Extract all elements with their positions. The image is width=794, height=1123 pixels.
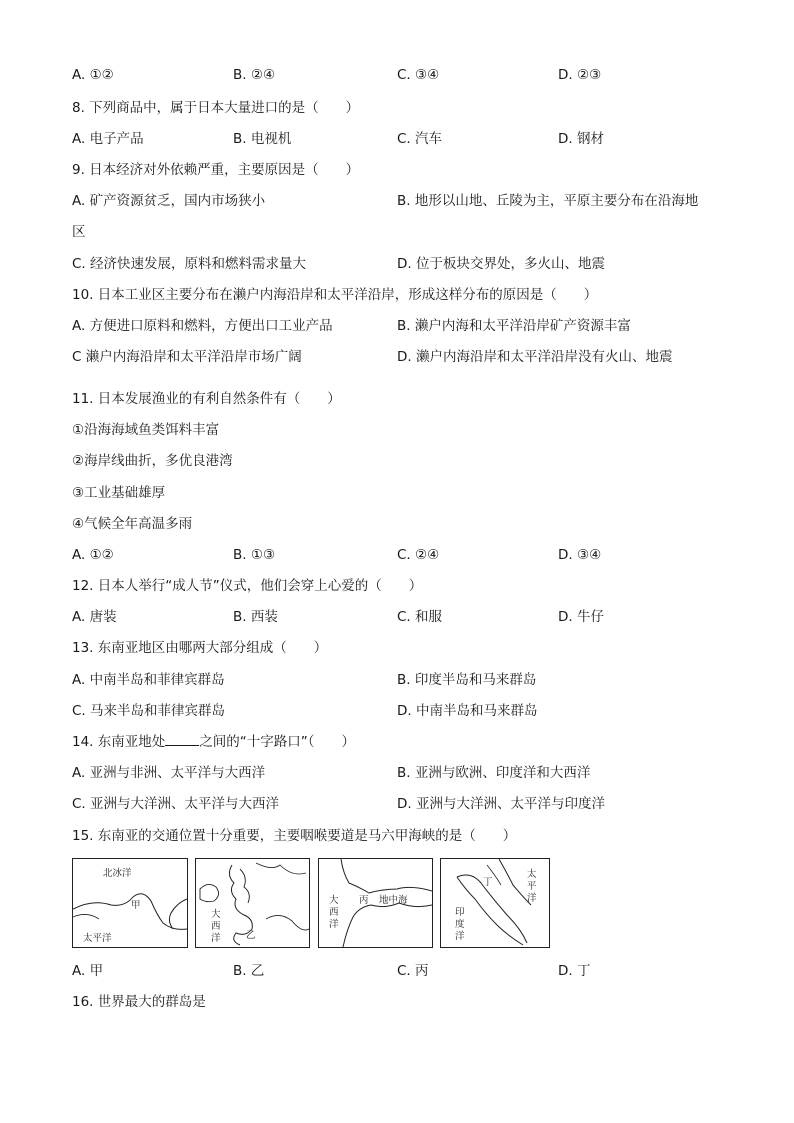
q13-option-a: A. 中南半岛和菲律宾群岛	[72, 672, 225, 688]
map-ding-label-ping: 平	[527, 881, 537, 892]
map-jia-label-arctic: 北冰洋	[103, 868, 132, 879]
q10-option-d: D. 濑户内海沿岸和太平洋沿岸没有火山、地震	[397, 349, 673, 365]
q12-option-b: B. 西装	[233, 609, 278, 625]
q8-option-d: D. 钢材	[558, 131, 604, 147]
q8-option-a: A. 电子产品	[72, 131, 144, 147]
q11-option-a: A. ①②	[72, 547, 114, 563]
q10-stem: 10. 日本工业区主要分布在濑户内海沿岸和太平洋沿岸，形成这样分布的原因是（ ）	[72, 287, 598, 303]
q11-statement-2: ②海岸线曲折，多优良港湾	[72, 453, 233, 469]
q10-option-c: C 濑户内海沿岸和太平洋沿岸市场广阔	[72, 349, 302, 365]
map-jia-label-jia: 甲	[131, 900, 141, 911]
q14-option-c: C. 亚洲与大洋洲、太平洋与大西洋	[72, 796, 280, 812]
q15-option-b: B. 乙	[233, 963, 265, 979]
q13-option-b: B. 印度半岛和马来群岛	[397, 672, 537, 688]
q12-option-d: D. 牛仔	[558, 609, 604, 625]
map-ding-label-yin: 印	[455, 907, 465, 918]
map-yi	[195, 858, 310, 948]
map-ding-label-ding: 丁	[483, 877, 493, 888]
q12-option-c: C. 和服	[397, 609, 443, 625]
q7-option-c: C. ③④	[397, 67, 440, 83]
map-jia	[72, 858, 188, 948]
q9-option-c: C. 经济快速发展，原料和燃料需求量大	[72, 256, 307, 272]
map-bing-label-mediterranean: 地中海	[379, 895, 408, 906]
map-ding-label-yang2: 洋	[455, 931, 465, 942]
q8-option-c: C. 汽车	[397, 131, 443, 147]
q14-option-b: B. 亚洲与欧洲、印度洋和大西洋	[397, 765, 591, 781]
map-bing-label-da: 大	[329, 895, 339, 906]
q7-option-d: D. ②③	[558, 67, 602, 83]
q13-stem: 13. 东南亚地区由哪两大部分组成（ ）	[72, 640, 328, 656]
map-ding-label-tai: 太	[527, 869, 537, 880]
q13-option-d: D. 中南半岛和马来群岛	[397, 703, 538, 719]
map-yi-label-yi: 乙	[246, 930, 256, 941]
map-yi-label-xi: 西	[211, 921, 221, 932]
map-yi-label-yang: 洋	[211, 933, 221, 944]
q9-option-a: A. 矿产资源贫乏，国内市场狭小	[72, 193, 266, 209]
map-bing	[318, 858, 433, 948]
q11-statement-1: ①沿海海域鱼类饵料丰富	[72, 422, 220, 438]
map-bing-label-bing: 丙	[359, 895, 369, 906]
q14-blank	[165, 733, 199, 746]
map-jia-label-pacific: 太平洋	[83, 933, 112, 944]
q15-option-a: A. 甲	[72, 963, 104, 979]
q15-stem: 15. 东南亚的交通位置十分重要，主要咽喉要道是马六甲海峡的是（ ）	[72, 828, 517, 844]
q11-statement-4: ④气候全年高温多雨	[72, 516, 193, 532]
q15-option-c: C. 丙	[397, 963, 429, 979]
q8-option-b: B. 电视机	[233, 131, 292, 147]
q11-option-b: B. ①③	[233, 547, 276, 563]
q11-option-d: D. ③④	[558, 547, 602, 563]
q14-option-d: D. 亚洲与大洋洲、太平洋与印度洋	[397, 796, 605, 812]
map-ding-label-yang: 洋	[527, 893, 537, 904]
map-ding-label-du: 度	[455, 919, 465, 930]
q7-option-a: A. ①②	[72, 67, 114, 83]
q14-option-a: A. 亚洲与非洲、太平洋与大西洋	[72, 765, 266, 781]
map-bing-label-yang: 洋	[329, 919, 339, 930]
q11-option-c: C. ②④	[397, 547, 440, 563]
map-bing-label-xi: 西	[329, 907, 339, 918]
q8-stem: 8. 下列商品中，属于日本大量进口的是（ ）	[72, 100, 360, 116]
q9-option-d: D. 位于板块交界处，多火山、地震	[397, 256, 605, 272]
q9-option-b: B. 地形以山地、丘陵为主，平原主要分布在沿海地	[397, 193, 699, 209]
q10-option-b: B. 濑户内海和太平洋沿岸矿产资源丰富	[397, 318, 631, 334]
q11-stem: 11. 日本发展渔业的有利自然条件有（ ）	[72, 391, 341, 407]
q7-option-b: B. ②④	[233, 67, 276, 83]
q14-stem	[72, 733, 355, 751]
q9-option-b-continued: 区	[72, 224, 86, 240]
map-ding	[440, 858, 550, 948]
q11-statement-3: ③工业基础雄厚	[72, 485, 166, 501]
q14-stem-after: 之间的“十字路口”（ ）	[199, 734, 356, 750]
q14-stem-before: 14. 东南亚地处	[72, 734, 166, 750]
q13-option-c: C. 马来半岛和菲律宾群岛	[72, 703, 226, 719]
q10-option-a: A. 方便进口原料和燃料，方便出口工业产品	[72, 318, 333, 334]
q9-stem: 9. 日本经济对外依赖严重，主要原因是（ ）	[72, 162, 360, 178]
q15-option-d: D. 丁	[558, 963, 591, 979]
q12-option-a: A. 唐装	[72, 609, 117, 625]
map-yi-label-da: 大	[211, 909, 221, 920]
q16-stem: 16. 世界最大的群岛是	[72, 994, 206, 1010]
q12-stem: 12. 日本人举行“成人节”仪式，他们会穿上心爱的（ ）	[72, 578, 423, 594]
